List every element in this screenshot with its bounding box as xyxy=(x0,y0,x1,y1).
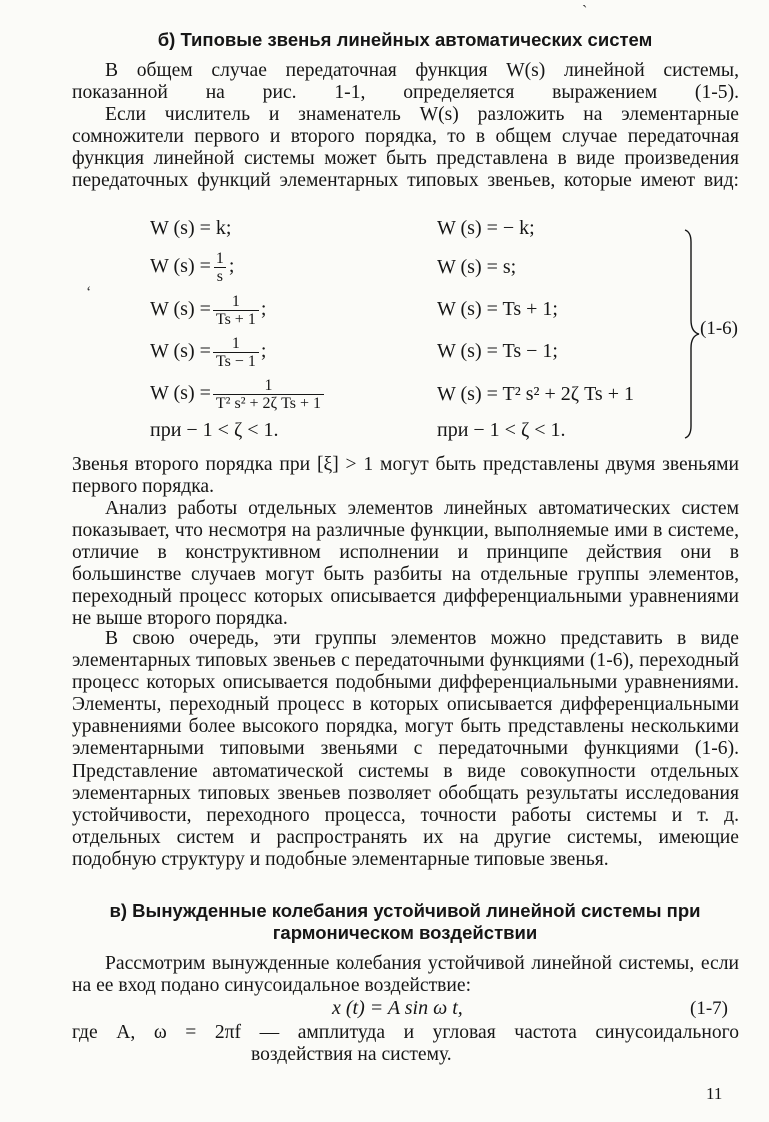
section-b-paragraph-2: Если числитель и знаменатель W(s) разложить на элементарные сомножители первого и второго порядка, то в общем случае передаточная функция линейной системы может быть представлена в виде произведения передаточных функций элементарных типовых звеньев, которые имеют вид: xyxy=(72,104,739,192)
denominator: Ts − 1 xyxy=(213,352,259,370)
where-line-2: воздействия на систему. xyxy=(251,1044,452,1065)
fraction xyxy=(213,335,259,370)
section-v-paragraph-1: Рассмотрим вынужденные колебания устойчивой линейной системы, если на ее вход подано синусоидальное воздействие: xyxy=(72,953,739,997)
formula-right-3: W (s) = Ts + 1; xyxy=(437,298,558,320)
stray-mark: ` xyxy=(582,3,588,20)
formula-number-1-6: (1-6) xyxy=(700,318,738,339)
numerator: 1 xyxy=(215,250,224,267)
formula-left-condition: при − 1 < ζ < 1. xyxy=(150,419,279,441)
denominator: Ts + 1 xyxy=(213,310,259,328)
fraction xyxy=(213,377,324,412)
equation-1-7: x (t) = A sin ω t, xyxy=(332,997,463,1019)
right-brace-icon xyxy=(683,228,701,440)
numerator: 1 xyxy=(231,293,240,310)
formula-right-4: W (s) = Ts − 1; xyxy=(437,340,558,362)
fraction xyxy=(213,250,227,285)
formula-tail: ; xyxy=(260,298,267,321)
formula-left-3 xyxy=(150,293,266,328)
section-b-paragraph-3: Звенья второго порядка при [ξ] > 1 могут быть представлены двумя звеньями первого порядка. xyxy=(72,454,739,498)
section-b-paragraph-4: Анализ работы отдельных элементов линейных автоматических систем показывает, что несмотря на различные функции, выполняемые ими в системе, отличие в конструктивном исполнении и принципе действия они в большинстве случаев могут быть разбиты на отдельные группы элементов, переходный процесс которых описывается дифференциальными уравнениями не выше второго порядка. xyxy=(72,498,739,630)
formula-lhs: W (s) = xyxy=(150,298,211,321)
formula-lhs: W (s) = xyxy=(150,255,211,278)
page-number: 11 xyxy=(706,1084,723,1103)
where-line-1: где A, ω = 2πf — амплитуда и угловая частота синусоидального xyxy=(72,1022,739,1043)
formula-right-5: W (s) = T² s² + 2ζ Ts + 1 xyxy=(437,383,634,405)
stray-mark: ʻ xyxy=(86,284,92,301)
denominator: T² s² + 2ζ Ts + 1 xyxy=(213,394,324,412)
section-b-paragraph-1: В общем случае передаточная функция W(s) линейной системы, показанной на рис. 1-1, определяется выражением (1-5). xyxy=(72,60,739,104)
numerator: 1 xyxy=(264,377,273,394)
formula-right-1: W (s) = − k; xyxy=(437,217,535,239)
formula-left-5 xyxy=(150,377,326,412)
section-v-heading: в) Вынужденные колебания устойчивой линейной системы при гармоническом воздействии xyxy=(109,900,701,943)
equation-number-1-7: (1-7) xyxy=(690,998,728,1019)
formula-left-2 xyxy=(150,250,234,285)
formula-right-condition: при − 1 < ζ < 1. xyxy=(437,419,566,441)
section-b-heading: б) Типовые звенья линейных автоматических систем xyxy=(157,29,653,50)
formula-tail: ; xyxy=(228,255,235,278)
section-b-paragraph-5: В свою очередь, эти группы элементов можно представить в виде элементарных типовых звеньев с передаточными функциями (1-6), переходный процесс которых описывается подобными дифференциальными уравнениями. Элементы, переходный процесс в которых описывается дифференциальными уравнениями более высокого порядка, могут быть представлены несколькими элементарными типовыми звеньями с передаточными функциями (1-6). Представление автоматической системы в виде совокупности отдельных элементарных типовых звеньев позволяет обобщать результаты исследования устойчивости, переходного процесса, точности работы системы и т. д. отдельных систем и распространять их на другие системы, имеющие подобную структуру и подобные элементарные типовые звенья. xyxy=(72,628,739,870)
numerator: 1 xyxy=(231,335,240,352)
denominator: s xyxy=(214,267,226,285)
formula-left-1: W (s) = k; xyxy=(150,217,232,239)
formula-right-2: W (s) = s; xyxy=(437,256,517,278)
formula-lhs: W (s) = xyxy=(150,340,211,363)
formula-lhs: W (s) = xyxy=(150,382,211,405)
formula-left-4 xyxy=(150,335,266,370)
formula-tail: ; xyxy=(260,340,267,363)
fraction xyxy=(213,293,259,328)
